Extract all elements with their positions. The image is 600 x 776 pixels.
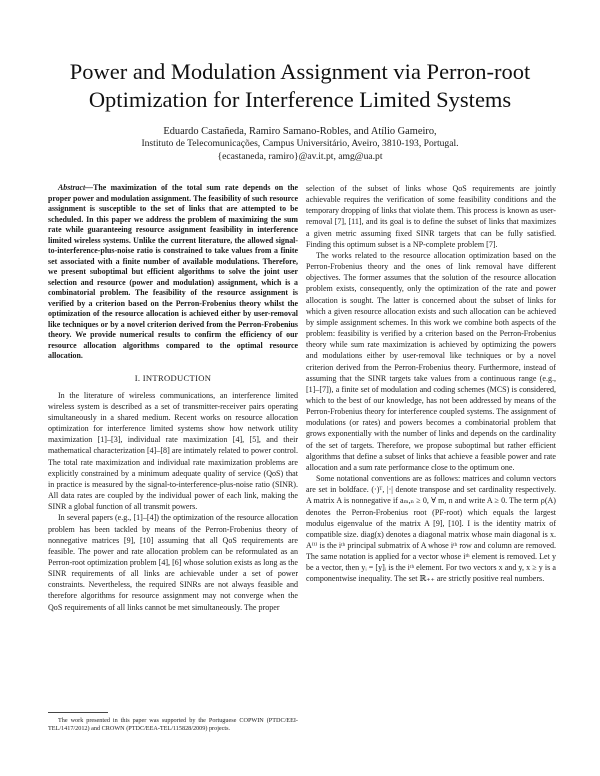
abstract	[48, 183, 298, 362]
right-paragraph-1: selection of the subset of links whose QoS requirements are jointly achievable requires the verification of some feasibility conditions and the temporary dropping of links that violate them. This process is known as user-removal [7], [11], and its goal is to define the subset of links that maximizes a given metric assuming fixed SINR targets that can be fully satisfied. Finding this optimum subset is a NP-complete problem [7].	[306, 184, 556, 249]
author-names: Eduardo Castañeda, Ramiro Samano-Robles, and Atílio Gameiro,	[163, 126, 437, 137]
funding-footnote: The work presented in this paper was supported by the Portuguese COPWIN (PTDC/EEI-TEL/1417/2012) and CROWN (PTDC/EEA-TEL/115828/2009) projects.	[48, 717, 298, 732]
left-column	[48, 183, 298, 613]
author-block	[40, 126, 560, 163]
abstract-label: Abstract—	[58, 183, 94, 192]
author-emails: {ecastaneda, ramiro}@av.it.pt, amg@ua.pt	[217, 150, 383, 162]
right-paragraph-2: The works related to the resource allocation optimization based on the Perron-Frobenius theory and the ones of link removal have different objectives. The former assumes that the solution of the resource allocation problem exists, consequently, only the optimization of the rate and power allocation is sought. The latter is concerned about the subset of links for which a given resource allocation exists and such allocation can be achieved by simple assignment schemes. In this work we combine both aspects of the problem: feasibility is verified by a criterion based on the Perron-Frobenius theory while sum rate maximization is achieved by optimizing the powers and modulations either by user-removal like techniques or by a novel criterion derived from the Perron-Frobenius theory. Furthermore, instead of assuming that the SINR targets take values from a continuous range (e.g., [1]–[7]), a finite set of modulation and coding schemes (MCS) is considered, which to the best of our knowledge, has not been addressed by means of the Perron-Frobenius theory for interference coupled systems. The assignment of modulations (or rates) and powers becomes a combinatorial problem that grows exponentially with the number of links and depends on the cardinality of the set of targets. Therefore, we propose suboptimal but rather efficient algorithms that define a subset of links that achieve a feasible power and rate allocation and a sum rate performance close to the optimum one.	[306, 250, 556, 472]
right-column	[306, 183, 556, 585]
paper-title	[40, 58, 560, 114]
title-line-1: Power and Modulation Assignment via Perron-root	[69, 59, 531, 84]
intro-paragraph-2: In several papers (e.g., [1]–[4]) the optimization of the resource allocation problem has been tackled by means of the Perron-Frobenius theory of nonnegative matrices [9], [10] assuming that all QoS requirements are feasible. The power and rate allocation problem can be reformulated as an Perron-root optimization problem [4], [6] whose solution exists as long as the SINR requirements of all links are achievable under a set of power constraints. Nevertheless, the required SINRs are not always feasible and therefore algorithms for resource assignment may not converge when the QoS requirements of all links cannot be met simultaneously. The proper	[48, 513, 298, 612]
footnote-divider	[48, 712, 108, 713]
affiliation: Instituto de Telecomunicações, Campus Universitário, Aveiro, 3810-193, Portugal.	[141, 138, 459, 150]
abstract-text: The maximization of the total sum rate depends on the proper power and modulation assignment. The feasibility of such resource assignment is susceptible to the set of links that are attempted to be scheduled. In this paper we address the problem of maximizing the sum rate while guaranteeing resource assignment feasibility in interference limited wireless systems. Unlike the current literature, the allowed signal-to-interference-plus-noise ratio is constrained to take values from a finite set associated with a finite number of available modulations. Therefore, we present suboptimal but efficient algorithms to solve the joint user selection and resource (power and modulation) assignment, which is a combinatorial problem. The feasibility of the resource assignment is verified by a criterion based on the Perron-Frobenius theory whilst the optimization of the resource allocation is achieved either by user-removal like techniques or by a novel criterion derived from the Perron-Frobenius theory. We provide numerical results to confirm the efficiency of our resource allocation algorithms compared to the optimal resource allocation.	[48, 183, 298, 360]
intro-paragraph-1: In the literature of wireless communications, an interference limited wireless system is described as a set of transmitter-receiver pairs operating simultaneously in a shared medium. Recent works on resource allocation optimization for interference limited systems show how network utility maximization [1]–[3], individual rate maximization [4], [5], and their mathematical characterization [4]–[8] are intimately related to power control. The total rate maximization and individual rate maximization problems are explicitly constrained by a minimum adequate quality of service (QoS) that in practice is measured by the signal-to-interference-plus-noise ratio (SINR). All data rates are coupled by the individual power of each link, making the SINR a global function of all transmit powers.	[48, 390, 298, 512]
section-heading-introduction: I. INTRODUCTION	[134, 372, 212, 383]
right-paragraph-3: Some notational conventions are as follows: matrices and column vectors are set in boldface. (·)ᵀ, |·| denote transpose and set cardinality respectively. A matrix A is nonnegative if aₘ,ₙ ≥ 0, ∀ m, n and write A ≥ 0. The term ρ(A) denotes the Perron-Frobenius root (PF-root) which equals the largest modulus eigenvalue of the matrix A [9], [10]. I is the identity matrix of compatible size. diag(x) denotes a diagonal matrix whose main diagonal is x. A⁽ⁱ⁾ is the iᵗʰ principal submatrix of A whose iᵗʰ row and column are removed. The same notation is applied for a vector whose iᵗʰ element is removed. Let y be a vector, then yᵢ = [y]ᵢ is the iᵗʰ element. For two vectors x and y, x ≥ y is a componentwise inequality. The set ℝ₊₊ are strictly positive real numbers.	[306, 474, 556, 584]
title-line-2: Optimization for Interference Limited Systems	[88, 87, 512, 112]
